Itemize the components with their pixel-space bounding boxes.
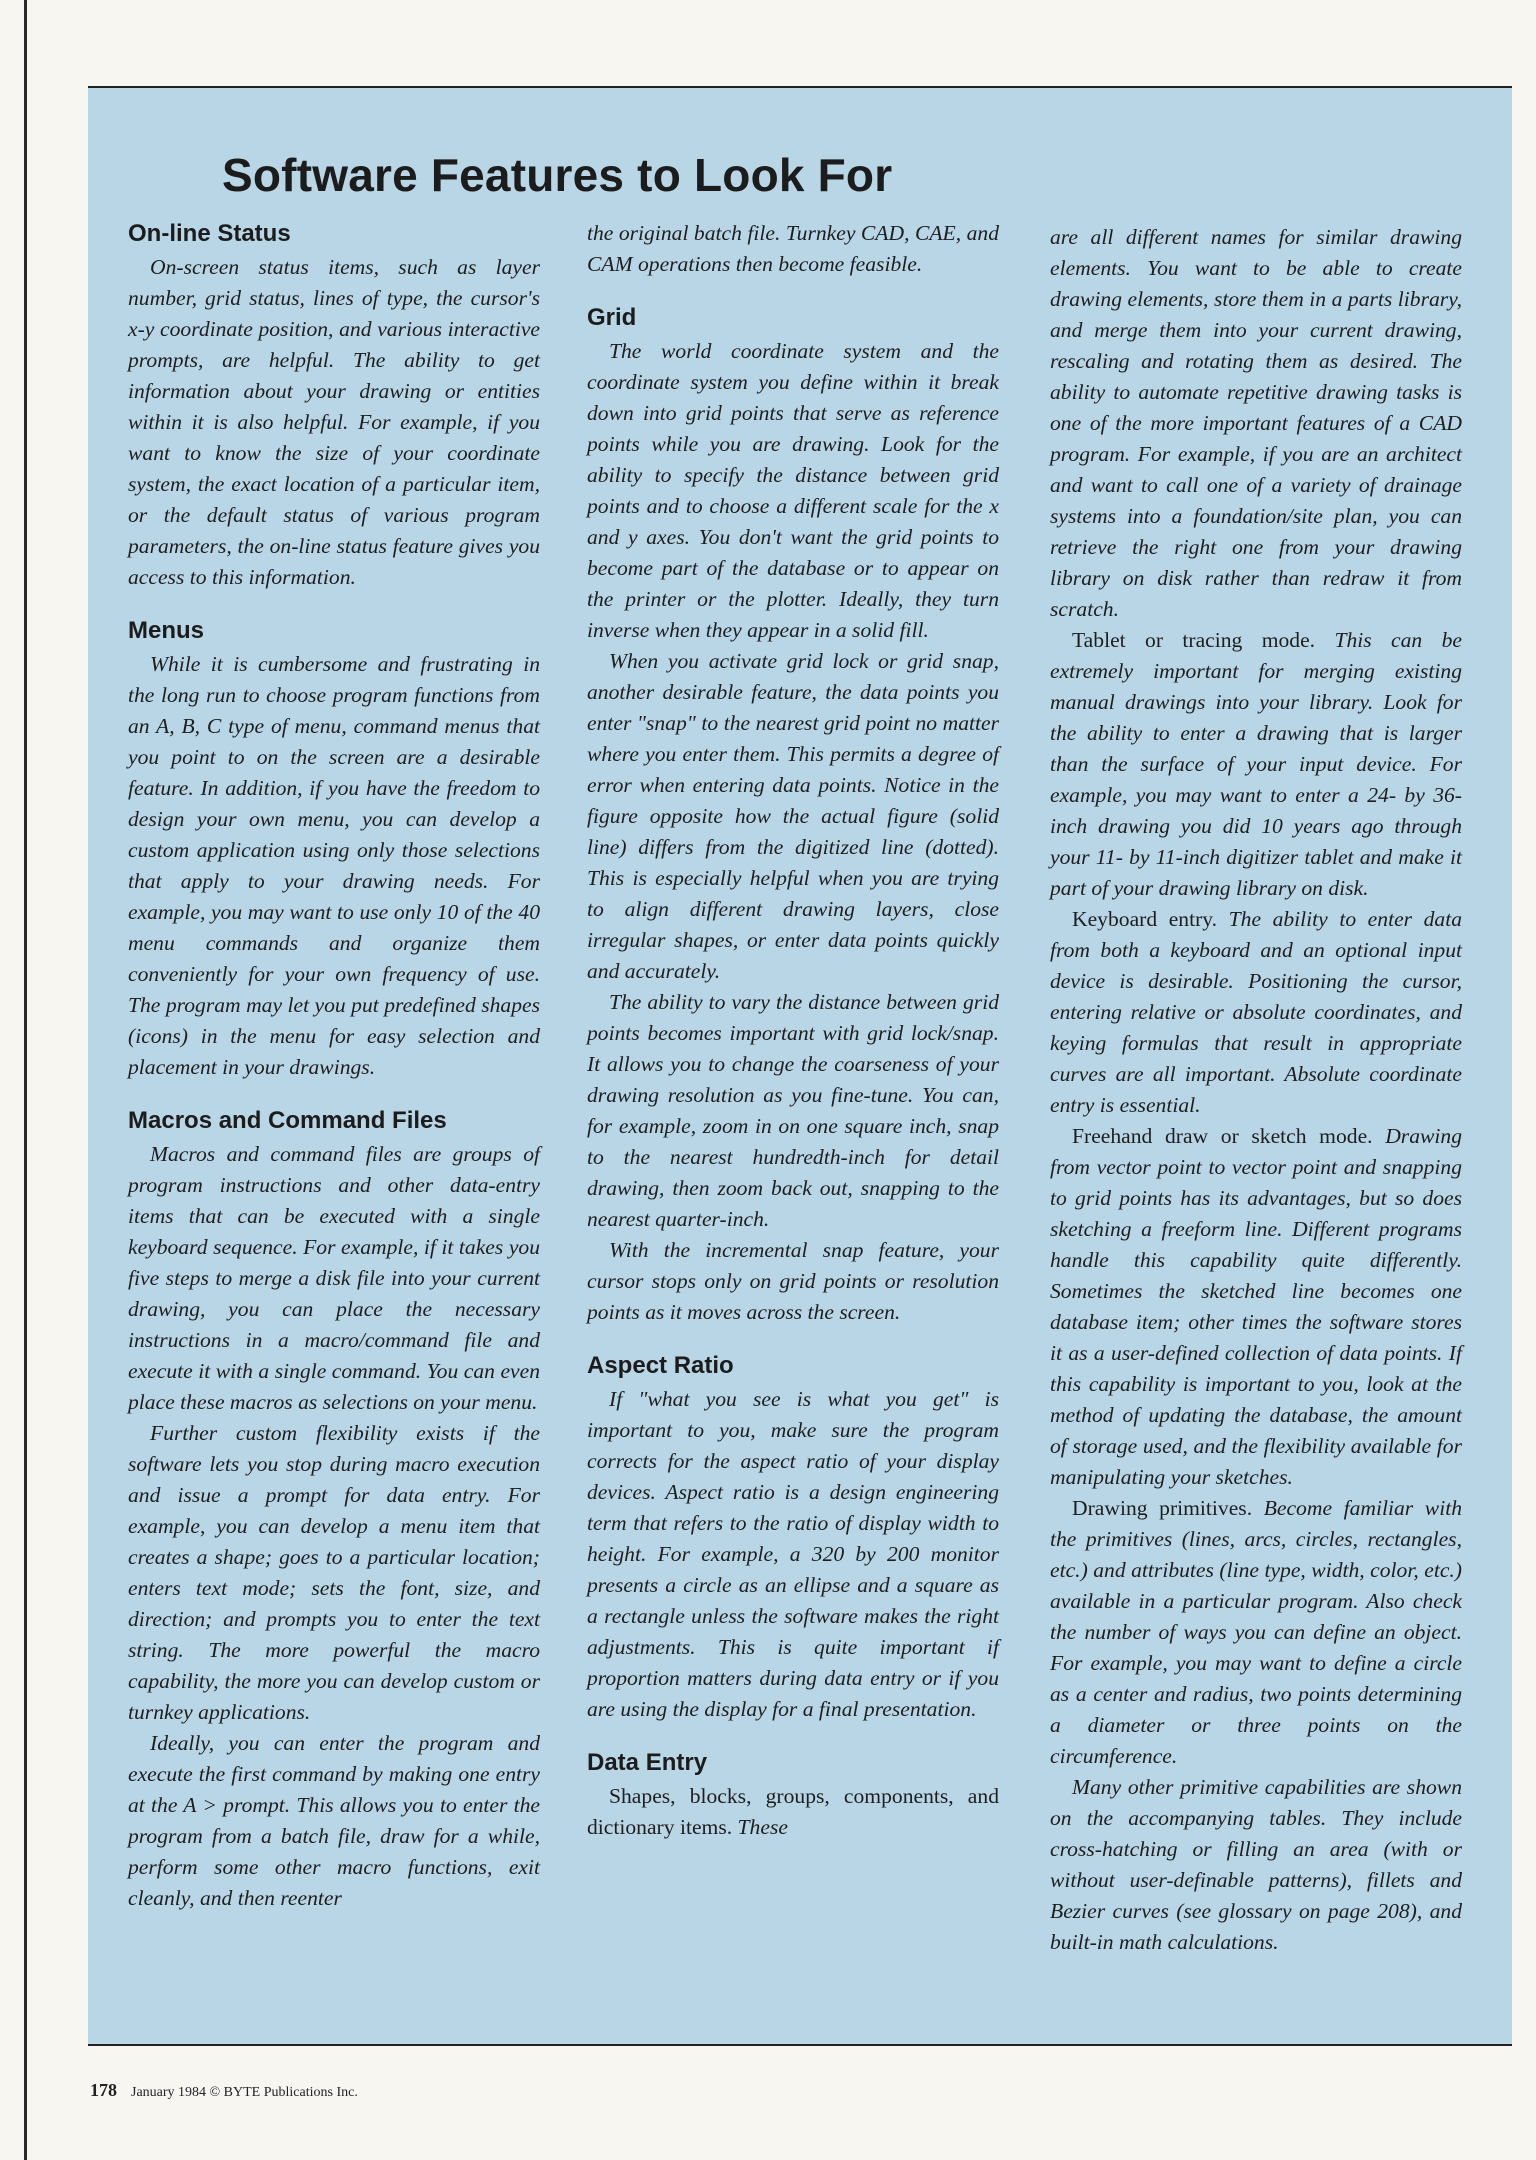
paragraph <box>1050 625 1462 904</box>
paragraph <box>587 1781 999 1843</box>
run-in-lead: Freehand draw or sketch mode. <box>1072 1124 1373 1148</box>
paragraph: If "what you see is what you get" is important to you, make sure the program corrects for the aspect ratio of your display devices. Aspect ratio is a design engineering term that refers to the ratio of display width to height. For example, a 320 by 200 monitor presents a circle as an ellipse and a square as a rectangle unless the software makes the right adjustments. This is quite important if proportion matters during data entry or if you are using the display for a final presentation. <box>587 1387 999 1721</box>
paragraph: With the incremental snap feature, your cursor stops only on grid points or resolution points as it moves across the screen. <box>587 1238 999 1324</box>
footer-credit: January 1984 © BYTE Publications Inc. <box>131 2085 358 2100</box>
paragraph <box>1050 904 1462 1121</box>
paragraph <box>1050 1121 1462 1493</box>
page-footer <box>90 2080 358 2101</box>
page-binding-edge <box>24 0 27 2160</box>
heading-menus: Menus <box>128 617 205 644</box>
paragraph: On-screen status items, such as layer number, grid status, lines of type, the cursor's x-y coordinate position, and various interactive prompts, are helpful. The ability to get information about your drawing or entities within it is also helpful. For example, if you want to know the size of your coordinate system, the exact location of a particular item, or the default status of various program parameters, the on-line status feature gives you access to this information. <box>128 255 540 589</box>
heading-macros: Macros and Command Files <box>128 1107 447 1134</box>
paragraph: Many other primitive capabilities are shown on the accompanying tables. They include cross-hatching or filling an area (with or without user-definable patterns), fillets and Bezier curves (see glossary on page 208), and built-in math calculations. <box>1050 1775 1462 1954</box>
run-in-lead: Tablet or tracing mode. <box>1072 628 1316 652</box>
paragraph: The ability to vary the distance between grid points becomes important with grid lock/snap. It allows you to change the coarseness of your drawing resolution as you fine-tune. You can, for example, zoom in on one square inch, snap to the nearest hundredth-inch for detail drawing, then zoom back out, snapping to the nearest quarter-inch. <box>587 990 999 1231</box>
paragraph: Macros and command files are groups of program instructions and other data-entry items that can be executed with a single keyboard sequence. For example, if it takes you five steps to merge a disk file into your current drawing, you can place the necessary instructions in a macro/command file and execute it with a single command. You can even place these macros as selections on your menu. <box>128 1142 540 1414</box>
heading-aspect-ratio: Aspect Ratio <box>587 1352 734 1379</box>
run-in-text: Become familiar with the primitives (lines, arcs, circles, rectangles, etc.) and attributes (line type, width, color, etc.) available in a particular program. Also check the number of ways you can define an object. For example, you may want to define a circle as a center and radius, two points determining a diameter or three points on the circumference. <box>1050 1496 1462 1768</box>
run-in-lead: Drawing primitives. <box>1072 1496 1253 1520</box>
heading-online-status: On-line Status <box>128 220 291 247</box>
heading-grid: Grid <box>587 304 637 331</box>
column-3 <box>1050 222 1462 1958</box>
paragraph: The world coordinate system and the coordinate system you define within it break down into grid points that serve as reference points while you are drawing. Look for the ability to specify the distance between grid points and to choose a different scale for the x and y axes. You don't want the grid points to become part of the database or to appear on the printer or the plotter. Ideally, they turn inverse when they appear in a solid fill. <box>587 339 999 642</box>
paragraph: Further custom flexibility exists if the software lets you stop during macro execution and issue a prompt for data entry. For example, you can develop a menu item that creates a shape; goes to a particular location; enters text mode; sets the font, size, and direction; and prompts you to enter the text string. The more powerful the macro capability, the more you can develop custom or turnkey applications. <box>128 1421 540 1724</box>
column-1 <box>128 218 540 1914</box>
paragraph <box>1050 1493 1462 1772</box>
paragraph: When you activate grid lock or grid snap, another desirable feature, the data points you enter "snap" to the nearest grid point no matter where you enter them. This permits a degree of error when entering data points. Notice in the figure opposite how the actual figure (solid line) differs from the digitized line (dotted). This is especially helpful when you are trying to align different drawing layers, close irregular shapes, or enter data points quickly and accurately. <box>587 649 999 983</box>
run-in-text: Drawing from vector point to vector point and snapping to grid points has its advantages, but so does sketching a freeform line. Different programs handle this capability quite differently. Sometimes the sketched line becomes one database item; other times the software stores it as a user-defined collection of data points. If this capability is important to you, look at the method of updating the database, the amount of storage used, and the flexibility available for manipulating your sketches. <box>1050 1124 1462 1489</box>
paragraph: the original batch file. Turnkey CAD, CAE, and CAM operations then become feasible. <box>587 221 999 276</box>
paragraph: While it is cumbersome and frustrating in the long run to choose program functions from an A, B, C type of menu, command menus that you point to on the screen are a desirable feature. In addition, if you have the freedom to design your own menu, you can develop a custom application using only those selections that apply to your drawing needs. For example, you may want to use only 10 of the 40 menu commands and organize them conveniently for your own frequency of use. The program may let you put predefined shapes (icons) in the menu for easy selection and placement in your drawings. <box>128 652 540 1079</box>
run-in-lead: Keyboard entry. <box>1072 907 1218 931</box>
run-in-lead: Shapes, blocks, groups, components, and dictionary items. <box>587 1784 999 1839</box>
paragraph: are all different names for similar drawing elements. You want to be able to create drawing elements, store them in a parts library, and merge them into your current drawing, rescaling and rotating them as desired. The ability to automate repetitive drawing tasks is one of the more important features of a CAD program. For example, if you are an architect and want to call one of a variety of drainage systems into a foundation/site plan, you can retrieve the right one from your drawing library on disk rather than redraw it from scratch. <box>1050 225 1462 621</box>
heading-data-entry: Data Entry <box>587 1749 708 1776</box>
column-2 <box>587 218 999 1843</box>
run-in-text: The ability to enter data from both a keyboard and an optional input device is desirable. Positioning the cursor, entering relative or absolute coordinates, and keying formulas that result in appropriate curves are all important. Absolute coordinate entry is essential. <box>1050 907 1463 1117</box>
run-in-text: These <box>737 1815 788 1839</box>
paragraph: Ideally, you can enter the program and execute the first command by making one entry at the A > prompt. This allows you to enter the program from a batch file, draw for a while, perform some other macro functions, exit cleanly, and then reenter <box>128 1731 540 1910</box>
page-number: 178 <box>90 2080 117 2100</box>
run-in-text: This can be extremely important for merging existing manual drawings into your library. Look for the ability to enter a drawing that is larger than the surface of your input device. For example, you may want to enter a 24- by 36-inch drawing you did 10 years ago through your 11- by 11-inch digitizer tablet and make it part of your drawing library on disk. <box>1050 628 1462 900</box>
article-title: Software Features to Look For <box>222 149 893 201</box>
